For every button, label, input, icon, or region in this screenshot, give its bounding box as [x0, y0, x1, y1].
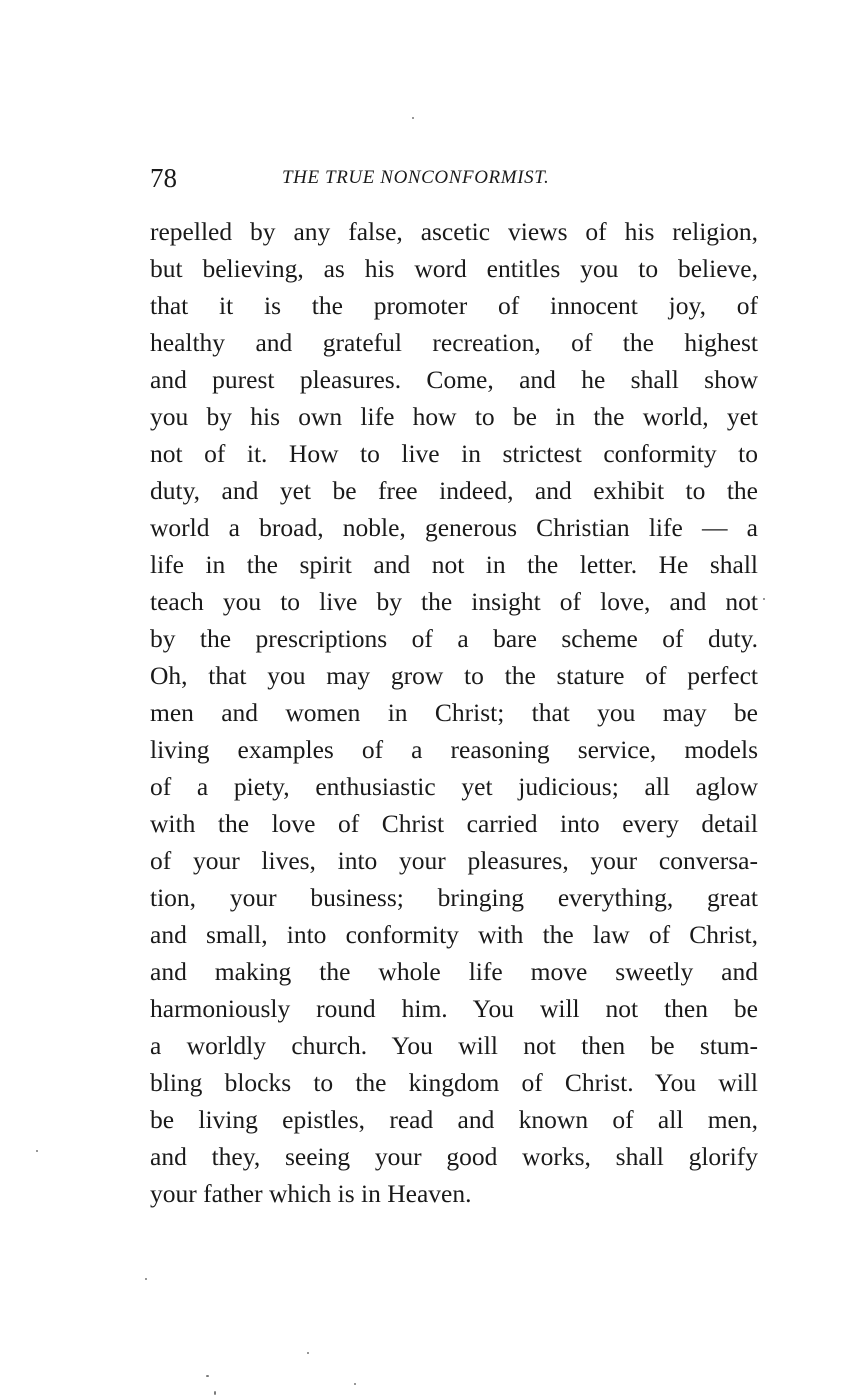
text-line: tion, your business; bringing everything, great — [150, 883, 758, 912]
text-line: duty, and yet be free indeed, and exhibit to the — [150, 476, 758, 505]
text-line: men and women in Christ; that you may be — [150, 698, 758, 727]
scan-speck — [412, 117, 414, 119]
text-line: world a broad, noble, generous Christian life — a — [150, 513, 758, 542]
text-line: bling blocks to the kingdom of Christ. You will — [150, 1068, 758, 1097]
text-line-last: your father which is in Heaven. — [150, 1179, 472, 1208]
running-title: THE TRUE NONCONFORMIST. — [282, 167, 550, 188]
scan-speck — [36, 1150, 38, 1152]
text-line: with the love of Christ carried into every detail — [150, 809, 758, 838]
scan-speck — [763, 598, 765, 600]
text-line: and small, into conformity with the law of Christ, — [150, 920, 758, 949]
text-line: living examples of a reasoning service, models — [150, 735, 758, 764]
scan-speck — [214, 1391, 216, 1395]
text-line: of a piety, enthusiastic yet judicious; all aglow — [150, 772, 758, 801]
text-line: healthy and grateful recreation, of the highest — [150, 328, 758, 357]
text-line: and purest pleasures. Come, and he shall show — [150, 365, 758, 394]
text-line: of your lives, into your pleasures, your conversa- — [150, 846, 758, 875]
text-line: Oh, that you may grow to the stature of perfect — [150, 661, 758, 690]
page-number: 78 — [150, 163, 177, 193]
body-text — [150, 213, 758, 1212]
text-line: harmoniously round him. You will not then be — [150, 994, 758, 1023]
text-line: not of it. How to live in strictest conformity to — [150, 439, 758, 468]
text-line: and they, seeing your good works, shall glorify — [150, 1142, 758, 1171]
text-line: a worldly church. You will not then be stum- — [150, 1031, 758, 1060]
scan-speck — [145, 1278, 147, 1280]
page-header — [150, 160, 760, 196]
text-line: be living epistles, read and known of all men, — [150, 1105, 758, 1134]
text-line: and making the whole life move sweetly and — [150, 957, 758, 986]
text-line: teach you to live by the insight of love, and not — [150, 587, 758, 616]
scan-speck — [206, 1375, 209, 1377]
text-line: repelled by any false, ascetic views of his religion, — [150, 217, 758, 246]
text-line: you by his own life how to be in the world, yet — [150, 402, 758, 431]
scan-speck — [354, 1383, 356, 1385]
scan-speck — [307, 1352, 309, 1354]
text-line: that it is the promoter of innocent joy, of — [150, 291, 758, 320]
text-line: life in the spirit and not in the letter. He shall — [150, 550, 758, 579]
text-line: but believing, as his word entitles you to believe, — [150, 254, 758, 283]
text-line: by the prescriptions of a bare scheme of duty. — [150, 624, 758, 653]
